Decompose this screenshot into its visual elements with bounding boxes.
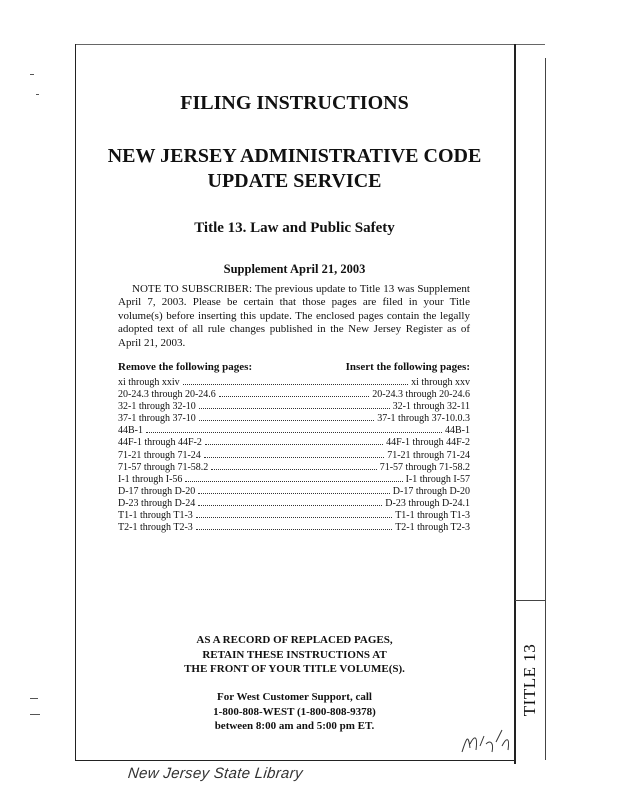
support-info [76, 690, 513, 734]
title-heading: Title 13. Law and Public Safety [194, 220, 395, 236]
record-notice-line: RETAIN THESE INSTRUCTIONS AT [202, 648, 387, 661]
table-row [118, 461, 470, 473]
dot-leader [196, 521, 392, 530]
remove-pages: D-23 through D-24 [118, 497, 196, 509]
remove-pages: T2-1 through T2-3 [118, 522, 193, 534]
remove-header: Remove the following pages: [118, 361, 253, 373]
margin-mark [30, 698, 38, 699]
dot-leader [196, 509, 392, 518]
remove-pages: xi through xxiv [118, 377, 180, 388]
insert-pages: 37-1 through 37-10.0.3 [377, 413, 470, 425]
handwritten-initials [458, 722, 518, 762]
insert-pages: 44B-1 [445, 425, 470, 437]
table-row [118, 388, 470, 400]
remove-pages: 44F-1 through 44F-2 [118, 437, 202, 449]
table-row [118, 424, 470, 436]
dot-leader [211, 461, 376, 470]
remove-pages: 37-1 through 37-10 [118, 413, 196, 425]
supplement-date: Supplement April 21, 2003 [223, 262, 366, 276]
tab-label: TITLE 13 [520, 643, 539, 717]
record-notice-line: THE FRONT OF YOUR TITLE VOLUME(S). [184, 663, 405, 675]
insert-pages: 71-57 through 71-58.2 [379, 461, 470, 473]
insert-header: Insert the following pages: [345, 361, 470, 373]
library-stamp: New Jersey State Library [127, 765, 304, 782]
table-row [118, 400, 470, 412]
insert-pages: T2-1 through T2-3 [395, 522, 470, 534]
remove-pages: 32-1 through 32-10 [118, 401, 196, 413]
table-row [118, 473, 470, 485]
table-headers [118, 361, 470, 373]
tab-strip-edge [545, 58, 546, 760]
insert-pages: D-23 through D-24.1 [385, 497, 470, 509]
table-row [118, 497, 470, 509]
record-notice [76, 633, 513, 677]
page-title: FILING INSTRUCTIONS [180, 92, 409, 114]
dot-leader [219, 388, 369, 397]
remove-pages: D-17 through D-20 [118, 485, 196, 497]
table-row [118, 509, 470, 521]
insert-pages: T1-1 through T1-3 [395, 510, 470, 522]
insert-pages: 20-24.3 through 20-24.6 [372, 389, 470, 401]
insert-pages: D-17 through D-20 [392, 485, 470, 497]
support-hours: between 8:00 am and 5:00 pm ET. [214, 720, 375, 732]
dot-leader [199, 412, 374, 421]
table-row [118, 436, 470, 448]
dot-leader [199, 400, 390, 409]
remove-pages: 71-57 through 71-58.2 [118, 461, 209, 473]
remove-pages: 44B-1 [118, 425, 143, 437]
code-title-line: UPDATE SERVICE [207, 170, 382, 192]
insert-pages: 44F-1 through 44F-2 [386, 437, 470, 449]
insert-pages: xi through xxv [411, 377, 470, 388]
code-title [76, 144, 513, 194]
remove-pages: 20-24.3 through 20-24.6 [118, 389, 216, 401]
code-title-line: NEW JERSEY ADMINISTRATIVE CODE [107, 145, 482, 167]
dot-leader [183, 376, 408, 385]
dot-leader [146, 424, 442, 433]
table-row [118, 376, 470, 388]
table-row [118, 449, 470, 461]
support-phone: 1-800-808-WEST (1-800-808-9378) [213, 705, 376, 718]
note-text: The previous update to Title 13 was Supplement April 7, 2003. Please be certain that those pages are filed in your Title volume(s) before inserting this update. The enclosed pages contain the legally adopted text of all rule changes published in the New Jersey Register as of April 21, 2003. [118, 283, 470, 349]
table-row [118, 521, 470, 533]
support-line: For West Customer Support, call [217, 691, 372, 703]
dot-leader [205, 436, 383, 445]
dot-leader [198, 497, 382, 506]
insert-pages: 71-21 through 71-24 [387, 449, 470, 461]
remove-pages: 71-21 through 71-24 [118, 449, 201, 461]
margin-mark [30, 74, 34, 75]
table-row [118, 412, 470, 424]
note-label: NOTE TO SUBSCRIBER: [132, 283, 253, 295]
record-notice-line: AS A RECORD OF REPLACED PAGES, [196, 634, 393, 646]
dot-leader [198, 485, 390, 494]
dot-leader [185, 473, 402, 482]
page-table [118, 376, 470, 533]
insert-pages: I-1 through I-57 [405, 473, 470, 485]
remove-pages: T1-1 through T1-3 [118, 510, 193, 522]
subscriber-note [118, 283, 470, 350]
dot-leader [204, 449, 384, 458]
margin-mark [30, 714, 40, 715]
table-row [118, 485, 470, 497]
remove-pages: I-1 through I-56 [118, 473, 183, 485]
margin-mark [36, 94, 39, 95]
insert-pages: 32-1 through 32-11 [392, 401, 470, 413]
